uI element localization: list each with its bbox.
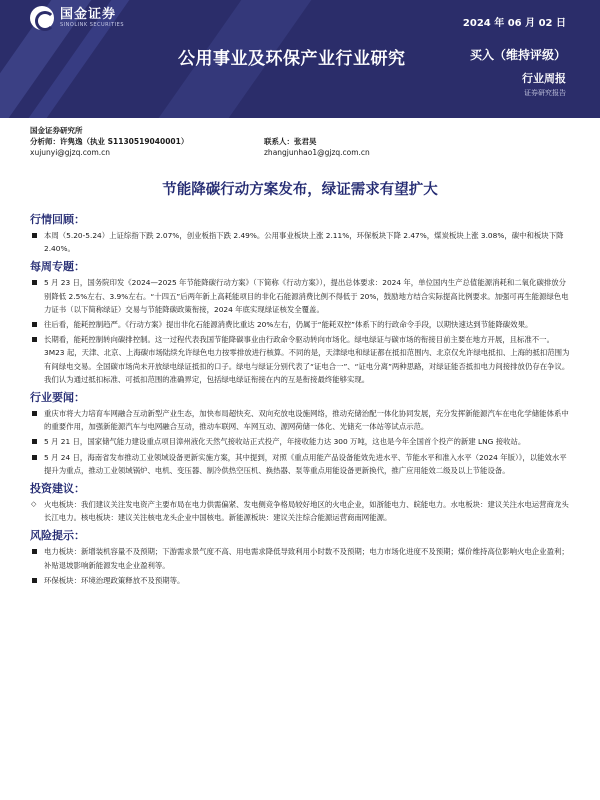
list-item xyxy=(30,451,570,477)
logo-icon xyxy=(30,6,54,30)
section-heading-news: 行业要闻： xyxy=(30,391,85,405)
section-heading-weekly: 每周专题： xyxy=(30,260,85,274)
report-title: 节能降碳行动方案发布，绿证需求有望扩大 xyxy=(162,182,438,198)
bullet-icon xyxy=(32,411,37,416)
list-item xyxy=(30,333,570,386)
list-item xyxy=(30,545,570,571)
list-item-text: 5 月 23 日，国务院印发《2024—2025 年节能降碳行动方案》（下简称《行动方案》），提出总体要求：2024 年，单位国内生产总值能源消耗和二氧化碳排放分别降低 2.5%左右、3.9%左右。“十四五”后两年新上高耗能项目的非化石能源消费比例不得低于 20%，鼓励地方结合实际提高比例要求。加强可再生能源绿色电力证书（以下简称绿证）交易与节能降碳政策衔接，2024 年底实现绿证核发全覆盖。 xyxy=(44,278,569,314)
list-item-text: 重庆市将大力培育车网融合互动新型产业生态，加快布局超快充、双向充放电设施网络，推动充储治配一体化协同发展，充分发挥新能源汽车在电化学储能体系中的重要作用，加强新能源汽车与电网融合互动，推动车联网、车网互动、源网荷储一体化、光储充一体站等试点示范。 xyxy=(44,409,569,432)
list-item-text: 5 月 24 日，海南省发布推动工业领域设备更新实施方案，其中提到，对照《重点用能产品设备能效先进水平、节能水平和准入水平（2024 年版）》，以能效水平提升为重点，推动工业领域锅炉、电机、变压器、制冷供热空压机、换热器、泵等重点用能设备更新换代，推广应用能效二级及以上节能设备。 xyxy=(44,452,567,475)
list-item xyxy=(30,574,570,587)
report-series-title: 公用事业及环保产业行业研究 xyxy=(178,49,406,69)
report-date: 2024 年 06 月 02 日 xyxy=(462,18,566,29)
list-item xyxy=(30,276,570,316)
report-type: 行业周报 xyxy=(522,72,566,85)
list-item xyxy=(30,407,570,433)
bullet-icon xyxy=(32,322,37,327)
email-row xyxy=(30,147,570,158)
section-heading-risk: 风险提示： xyxy=(30,529,85,543)
list-item xyxy=(30,435,570,448)
list-item xyxy=(30,318,570,331)
bullet-icon xyxy=(32,233,37,238)
analyst-label: 分析师： xyxy=(30,137,60,146)
list-item xyxy=(30,498,570,524)
bullet-icon xyxy=(32,549,37,554)
bullet-icon xyxy=(32,280,37,285)
author-info xyxy=(30,125,570,158)
logo-subtitle: SINOLINK SECURITIES xyxy=(60,21,124,28)
diamond-bullet-icon: ◇ xyxy=(31,500,37,509)
list-item-text: 环保板块：环境治理政策释放不及预期等。 xyxy=(44,575,185,585)
institution-name: 国金证券研究所 xyxy=(30,126,83,135)
contact-name: 张君昊 xyxy=(294,137,317,146)
contact-email[interactable]: zhangjunhao1@gjzq.com.cn xyxy=(264,148,370,157)
report-body xyxy=(30,208,570,589)
list-item-text: 长期看，能耗控制转向碳排控制。这一过程代表我国节能降碳事业由行政命令驱动转向市场化。绿电绿证与碳市场的衔接目前主要在地方开展，且标准不一。3M23 起，天津、北京、上海碳市场陆续允许绿色电力按零排放进行核算。不同的是，天津绿电和绿证都在抵扣范围内、北京仅允许绿电抵扣、上海的抵扣范围为有间绿电交易。全国碳市场尚未开放绿电绿证抵扣的口子。绿电与绿证分别代表了“证电合一”、“证电分离”两种思路，对绿证能否抵扣电力间接排放仍存在争议。我们认为通过抵扣标准、可抵扣范围的准确界定，包括绿电绿证衔接在内的互是衔接最终能够实现。 xyxy=(44,335,570,384)
author-row xyxy=(30,136,570,147)
contact-line xyxy=(230,136,490,147)
bullet-icon xyxy=(32,455,37,460)
logo-name: 国金证券 xyxy=(60,6,117,22)
bullet-icon xyxy=(32,578,37,583)
bullet-icon xyxy=(32,337,37,342)
analyst-email[interactable]: xujunyi@gjzq.com.cn xyxy=(30,148,111,157)
section-heading-advice: 投资建议： xyxy=(30,482,85,496)
section-heading-review: 行情回顾： xyxy=(30,213,85,226)
list-item-text: 本周（5.20-5.24）上证综指下跌 2.07%，创业板指下跌 2.49%。公用事业板块上涨 2.11%，环保板块下降 2.47%，煤炭板块上涨 3.08%，碳中和板块下降 2.40%。 xyxy=(44,231,564,254)
analyst-name: 许隽逸（执业 S1130519040001） xyxy=(60,137,189,146)
report-header xyxy=(0,0,600,118)
list-item-text: 火电板块：我们建议关注发电资产主要布局在电力供需偏紧、发电侧竞争格局较好地区的火电企业，如浙能电力、皖能电力。水电板块：建议关注水电运营商龙头长江电力。核电板块：建议关注核电龙头企业中国核电。新能源板块：建议关注综合能源运营商南网能源。 xyxy=(44,500,569,523)
company-logo xyxy=(30,6,124,30)
contact-label: 联系人： xyxy=(264,137,294,146)
list-item-text: 往后看，能耗控制趋严。《行动方案》提出非化石能源消费比重达 20%左右，仍属于“能耗双控”体系下的行政命令手段，以期快速达到节能降碳效果。 xyxy=(44,320,533,330)
report-type-subtitle: 证券研究报告 xyxy=(524,89,566,97)
list-item-text: 电力板块：新增装机容量不及预期；下游需求景气度不高、用电需求降低导致利用小时数不及预期；电力市场化进度不及预期；煤价维持高位影响火电企业盈利；补贴退坡影响新能源发电企业盈利等。 xyxy=(44,547,569,570)
rating-label: 买入（维持评级） xyxy=(469,48,566,62)
bullet-icon xyxy=(32,439,37,444)
list-item-text: 5 月 21 日，国家储气能力建设重点项目漳州液化天然气接收站正式投产，年接收能力达 300 万吨，这也是今年全国首个投产的新建 LNG 接收站。 xyxy=(44,437,526,447)
list-item xyxy=(30,229,570,255)
analyst-line xyxy=(30,136,230,147)
